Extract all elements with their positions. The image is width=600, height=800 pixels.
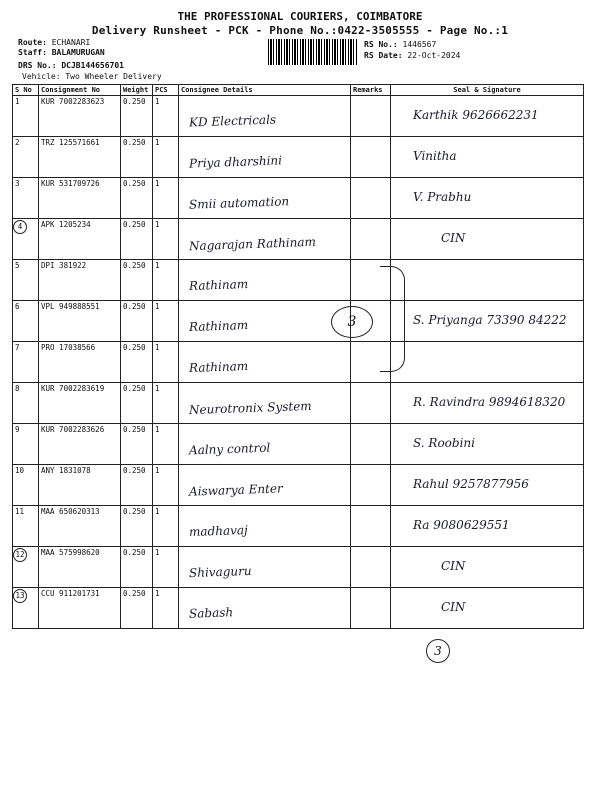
company-title: THE PROFESSIONAL COURIERS, COIMBATORE (177, 10, 423, 23)
row-consignee-handwritten: Shivaguru (188, 563, 252, 581)
row-weight: 0.250 (121, 301, 153, 342)
row-signature-cell (391, 342, 584, 383)
table-row (13, 219, 584, 260)
row-signature-handwritten: R. Ravindra 9894618320 (413, 395, 566, 409)
route-line (18, 38, 90, 47)
runsheet-subtitle: Delivery Runsheet - PCK - Phone No.:0422-3505555 - Page No.:1 (91, 24, 509, 37)
row-remarks (351, 547, 391, 588)
row-weight: 0.250 (121, 506, 153, 547)
row-pcs: 1 (153, 465, 179, 506)
route-value: ECHANARI (51, 38, 91, 47)
row-consignment: VPL 949888551 (39, 301, 121, 342)
row-consignment: KUR 7002283623 (39, 96, 121, 137)
row-pcs: 1 (153, 260, 179, 301)
row-consignment: PRO 17038566 (39, 342, 121, 383)
row-sno-value: 3 (15, 179, 20, 188)
row-weight: 0.250 (121, 465, 153, 506)
row-remarks (351, 137, 391, 178)
row-signature-cell (391, 383, 584, 424)
row-pcs: 1 (153, 137, 179, 178)
table-row (13, 465, 584, 506)
row-consignee-cell (179, 506, 351, 547)
table-row (13, 96, 584, 137)
vehicle-value: Two Wheeler Delivery (65, 72, 162, 81)
row-consignee-handwritten: KD Electricals (188, 112, 277, 130)
row-weight: 0.250 (121, 178, 153, 219)
row-weight: 0.250 (121, 547, 153, 588)
row-consignee-handwritten: Smii automation (188, 194, 290, 212)
drs-line (18, 61, 124, 70)
row-signature-handwritten: S. Priyanga 73390 84222 (413, 313, 567, 327)
row-pcs: 1 (153, 96, 179, 137)
barcode (268, 39, 358, 65)
row-consignee-cell (179, 588, 351, 629)
row-consignment: MAA 650620313 (39, 506, 121, 547)
row-remarks (351, 506, 391, 547)
row-consignment: CCU 911201731 (39, 588, 121, 629)
row-signature-handwritten: Rahul 9257877956 (413, 477, 529, 491)
row-pcs: 1 (153, 547, 179, 588)
row-remarks (351, 383, 391, 424)
row-sno (13, 506, 39, 547)
table-row (13, 588, 584, 629)
row-sno-value: 7 (15, 343, 20, 352)
row-signature-cell (391, 424, 584, 465)
row-consignee-handwritten: madhavaj (188, 522, 248, 540)
row-signature-handwritten: CIN (441, 231, 466, 245)
col-remarks: Remarks (351, 85, 391, 96)
row-sno (13, 178, 39, 219)
row-sno (13, 301, 39, 342)
row-sno (13, 137, 39, 178)
row-weight: 0.250 (121, 137, 153, 178)
row-consignment: APK 1205234 (39, 219, 121, 260)
row-sno (13, 465, 39, 506)
row-consignee-cell (179, 137, 351, 178)
row-sno (13, 588, 39, 629)
row-pcs: 1 (153, 424, 179, 465)
circled-count-mark: 3 (331, 306, 373, 338)
row-signature-cell (391, 465, 584, 506)
row-signature-handwritten: Ra 9080629551 (413, 518, 510, 532)
row-sno-value: 10 (15, 466, 25, 475)
row-sno-value: 4 (13, 220, 27, 234)
row-sno (13, 342, 39, 383)
row-consignee-cell (179, 178, 351, 219)
col-consignee: Consignee Details (179, 85, 351, 96)
staff-value: BALAMURUGAN (51, 48, 105, 57)
rs-date-value: 22-Oct-2024 (407, 51, 461, 60)
row-weight: 0.250 (121, 383, 153, 424)
drs-label: DRS No.: (18, 61, 57, 70)
row-remarks (351, 96, 391, 137)
runsheet-table (12, 84, 584, 629)
col-seal: Seal & Signature (391, 85, 584, 96)
row-sno-value: 8 (15, 384, 20, 393)
row-signature-cell (391, 588, 584, 629)
row-sno (13, 424, 39, 465)
row-signature-handwritten: CIN (441, 600, 466, 614)
row-pcs: 1 (153, 342, 179, 383)
row-signature-cell (391, 547, 584, 588)
table-row (13, 506, 584, 547)
row-signature-handwritten: Vinitha (413, 149, 457, 163)
row-remarks (351, 588, 391, 629)
row-weight: 0.250 (121, 588, 153, 629)
row-consignee-cell (179, 219, 351, 260)
row-consignee-handwritten: Nagarajan Rathinam (188, 234, 317, 254)
row-weight: 0.250 (121, 219, 153, 260)
row-signature-cell (391, 137, 584, 178)
vehicle-label: Vehicle: (22, 72, 61, 81)
bottom-circled-count: 3 (426, 639, 450, 663)
row-consignee-cell (179, 342, 351, 383)
row-sno (13, 383, 39, 424)
drs-value: DCJB144656701 (61, 61, 124, 70)
rs-no-line (364, 40, 436, 49)
vehicle-line (22, 72, 162, 81)
row-consignment: DPI 381922 (39, 260, 121, 301)
row-pcs: 1 (153, 588, 179, 629)
row-pcs: 1 (153, 506, 179, 547)
staff-line (18, 48, 105, 57)
row-consignment: KUR 7002283619 (39, 383, 121, 424)
table-row (13, 301, 584, 342)
row-signature-handwritten: Karthik 9626662231 (413, 108, 539, 122)
row-pcs: 1 (153, 178, 179, 219)
row-consignee-cell (179, 96, 351, 137)
row-consignee-cell (179, 424, 351, 465)
row-consignee-handwritten: Neurotronix System (188, 398, 312, 418)
row-consignment: KUR 531709726 (39, 178, 121, 219)
row-consignment: ANY 1831078 (39, 465, 121, 506)
row-consignee-handwritten: Sabash (188, 605, 234, 621)
table-row (13, 342, 584, 383)
row-weight: 0.250 (121, 342, 153, 383)
row-pcs: 1 (153, 383, 179, 424)
row-sno-value: 13 (13, 589, 27, 603)
row-sno (13, 547, 39, 588)
row-signature-handwritten: S. Roobini (413, 436, 475, 450)
row-remarks (351, 465, 391, 506)
table-row (13, 547, 584, 588)
row-sno (13, 96, 39, 137)
row-sno-value: 12 (13, 548, 27, 562)
row-remarks (351, 219, 391, 260)
row-remarks (351, 178, 391, 219)
col-pcs: PCS (153, 85, 179, 96)
row-consignee-handwritten: Aiswarya Enter (188, 481, 283, 499)
row-weight: 0.250 (121, 260, 153, 301)
rs-date-line (364, 51, 460, 60)
table-header-row (13, 85, 584, 96)
row-consignee-handwritten: Aalny control (188, 440, 271, 458)
row-consignee-handwritten: Rathinam (188, 276, 249, 294)
row-consignee-handwritten: Rathinam (188, 317, 249, 335)
row-signature-cell (391, 260, 584, 301)
row-consignment: MAA 575998620 (39, 547, 121, 588)
table-row (13, 178, 584, 219)
row-consignee-cell (179, 301, 351, 342)
row-sno-value: 11 (15, 507, 25, 516)
row-consignee-cell (179, 260, 351, 301)
table-row (13, 424, 584, 465)
row-sno (13, 219, 39, 260)
row-sno-value: 5 (15, 261, 20, 270)
row-sno-value: 2 (15, 138, 20, 147)
row-signature-handwritten: V. Prabhu (413, 190, 472, 204)
table-row (13, 137, 584, 178)
row-consignment: KUR 7002283626 (39, 424, 121, 465)
col-consignment: Consignment No (39, 85, 121, 96)
row-remarks (351, 424, 391, 465)
row-consignee-handwritten: Rathinam (188, 358, 249, 376)
row-sno-value: 9 (15, 425, 20, 434)
row-weight: 0.250 (121, 96, 153, 137)
row-sno-value: 1 (15, 97, 20, 106)
row-consignee-cell (179, 465, 351, 506)
row-signature-cell (391, 178, 584, 219)
row-signature-cell (391, 219, 584, 260)
staff-label: Staff: (18, 48, 47, 57)
row-weight: 0.250 (121, 424, 153, 465)
route-label: Route: (18, 38, 47, 47)
table-row (13, 383, 584, 424)
row-consignment: TRZ 125571661 (39, 137, 121, 178)
col-weight: Weight (121, 85, 153, 96)
rs-date-label: RS Date: (364, 51, 403, 60)
rs-no-label: RS No.: (364, 40, 398, 49)
bracket-mark (380, 266, 405, 372)
row-signature-cell (391, 301, 584, 342)
row-consignee-handwritten: Priya dharshini (188, 153, 283, 171)
row-pcs: 1 (153, 301, 179, 342)
table-row (13, 260, 584, 301)
row-consignee-cell (179, 547, 351, 588)
row-sno-value: 6 (15, 302, 20, 311)
row-pcs: 1 (153, 219, 179, 260)
row-sno (13, 260, 39, 301)
row-signature-handwritten: CIN (441, 559, 466, 573)
row-signature-cell (391, 506, 584, 547)
rs-no-value: 1446567 (402, 40, 437, 49)
row-consignee-cell (179, 383, 351, 424)
row-signature-cell (391, 96, 584, 137)
col-sno: S No (13, 85, 39, 96)
